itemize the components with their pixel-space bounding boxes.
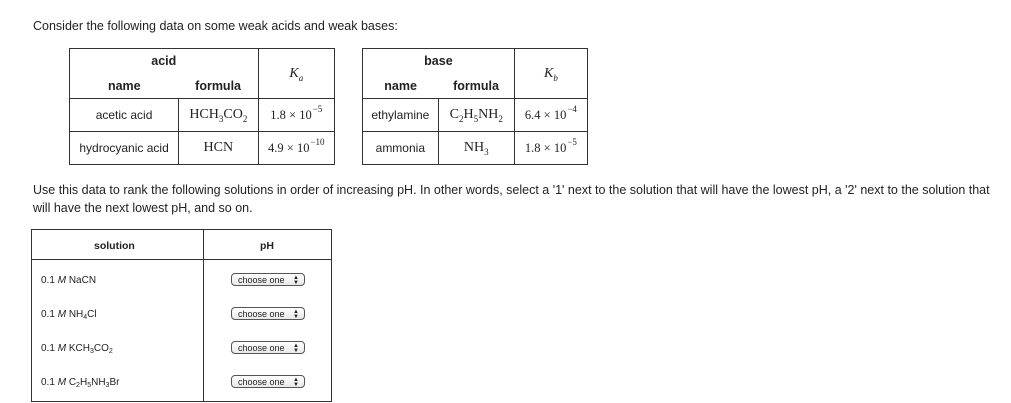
acid-row-name: hydrocyanic acid xyxy=(70,132,179,165)
solution-header: solution xyxy=(94,240,135,252)
acid-name-header: name xyxy=(70,74,179,99)
base-row-formula: $NH_3$ xyxy=(438,132,514,165)
base-row-formula: $C_2H_5NH_2$ xyxy=(438,99,514,132)
ph-rank-select[interactable]: choose one ▲ ▼ xyxy=(231,307,305,320)
kb-header: $K_b$ xyxy=(514,49,587,99)
ph-header: pH xyxy=(260,240,274,252)
acid-row-name: acetic acid xyxy=(70,99,179,132)
base-name-header: name xyxy=(363,74,439,99)
base-table xyxy=(362,48,588,165)
base-group-header: base xyxy=(363,49,515,74)
solutions-table xyxy=(31,229,332,402)
base-row-kb: $1.8 \times 10^{-5}$ xyxy=(514,132,587,165)
ph-rank-select[interactable]: choose one ▲ ▼ xyxy=(231,375,305,388)
up-down-arrows-icon: ▲ ▼ xyxy=(293,343,299,354)
acid-row-ka: $4.9 \times 10^{-10}$ xyxy=(258,132,334,165)
ph-rank-select[interactable]: choose one ▲ ▼ xyxy=(231,341,305,354)
up-down-arrows-icon: ▲ ▼ xyxy=(293,377,299,388)
up-down-arrows-icon: ▲ ▼ xyxy=(293,309,299,320)
solution-label: 0.1 M $NH_4Cl$ xyxy=(41,309,97,321)
base-row-kb: $6.4 \times 10^{-4}$ xyxy=(514,99,587,132)
solution-label: 0.1 M $KCH_3CO_2$ xyxy=(41,343,113,355)
base-row-name: ammonia xyxy=(363,132,439,165)
acid-table xyxy=(69,48,335,165)
intro-text: Consider the following data on some weak acids and weak bases: xyxy=(33,19,398,33)
acid-row-ka: $1.8 \times 10^{-5}$ xyxy=(258,99,334,132)
solution-label: 0.1 M NaCN xyxy=(41,275,97,286)
acid-group-header: acid xyxy=(70,49,259,74)
solution-label: 0.1 M $C_2H_5NH_3Br$ xyxy=(41,377,120,389)
instructions-text: Use this data to rank the following solutions in order of increasing pH. In other words, select a '1' next to the solution that will have the lowest pH, a '2' next to the solution that will have the next lowest pH, and so on. xyxy=(33,183,990,215)
ph-rank-select[interactable]: choose one ▲ ▼ xyxy=(231,273,305,286)
ka-header: $K_a$ xyxy=(258,49,334,99)
acid-row-formula: HCN xyxy=(179,132,258,165)
acid-formula-header: formula xyxy=(179,74,258,99)
acid-row-formula: $HCH_3CO_2$ xyxy=(179,99,258,132)
base-row-name: ethylamine xyxy=(363,99,439,132)
up-down-arrows-icon: ▲ ▼ xyxy=(293,275,299,286)
base-formula-header: formula xyxy=(438,74,514,99)
